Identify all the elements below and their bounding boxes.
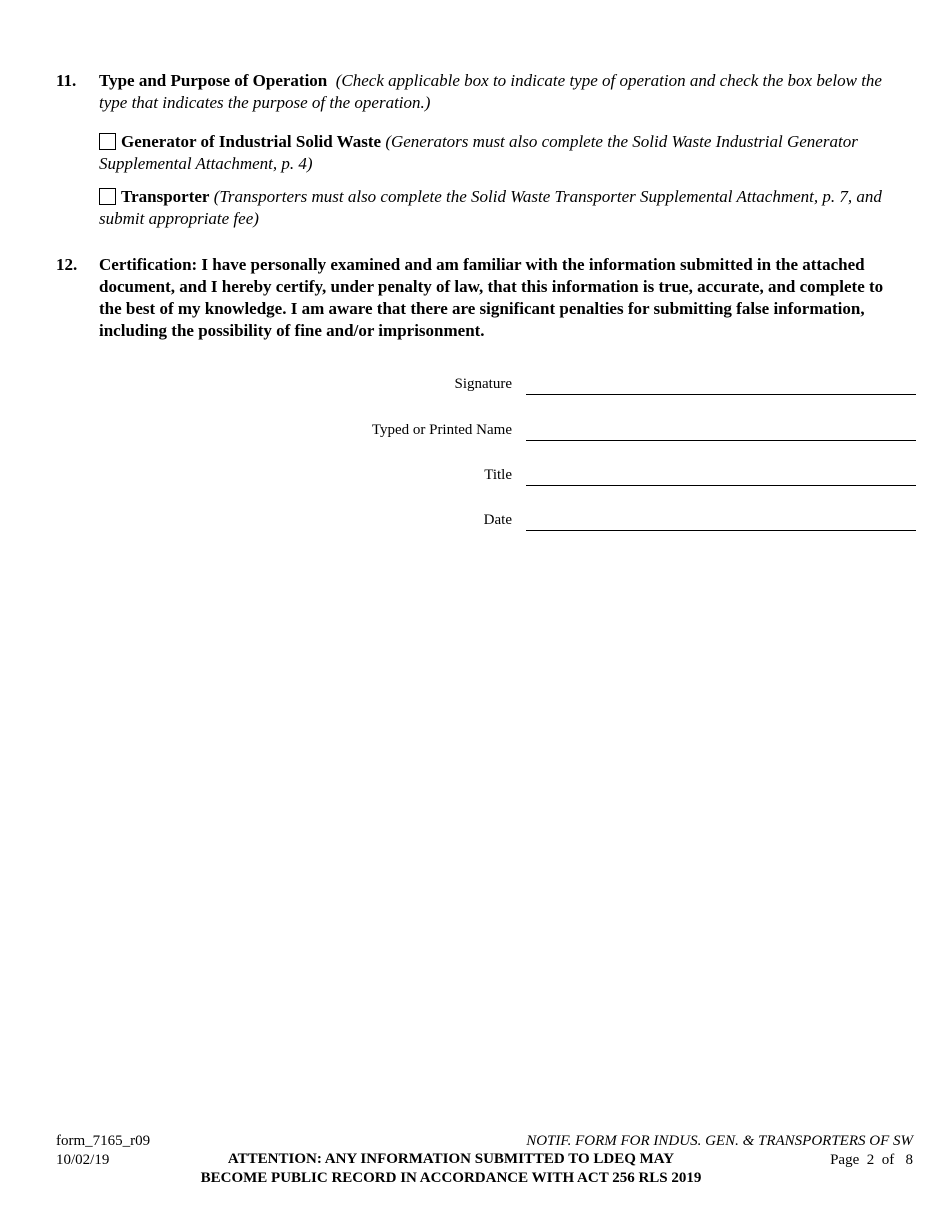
signature-row bbox=[300, 374, 916, 398]
option-generator bbox=[99, 131, 909, 175]
section-11 bbox=[56, 70, 916, 230]
section-number: 12. bbox=[56, 255, 78, 274]
page-number: Page 2 of 8 bbox=[830, 1152, 913, 1168]
option-transporter bbox=[99, 186, 909, 230]
option-note: (Generators must also complete the Solid Waste Industrial Generator Supplemental Attachment, p. 4) bbox=[99, 132, 858, 173]
form-date: 10/02/19 bbox=[56, 1152, 110, 1168]
date-label: Date bbox=[483, 512, 512, 528]
section-instruction: (Check applicable box to indicate type of operation and check the box below the type that indicates the purpose of the operation.) bbox=[99, 71, 882, 112]
form-id: form_7165_r09 bbox=[56, 1133, 151, 1149]
option-note: (Transporters must also complete the Solid Waste Transporter Supplemental Attachment, p. 7, and submit appropriate fee) bbox=[99, 187, 882, 228]
attention-line-2: BECOME PUBLIC RECORD IN ACCORDANCE WITH ACT 256 RLS 2019 bbox=[200, 1170, 702, 1186]
title-label: Title bbox=[484, 467, 512, 483]
printed-name-row bbox=[300, 420, 916, 444]
signature-label: Signature bbox=[454, 376, 512, 392]
option-label: Transporter bbox=[121, 187, 210, 206]
form-title: NOTIF. FORM FOR INDUS. GEN. & TRANSPORTERS OF SW bbox=[526, 1133, 913, 1149]
transporter-checkbox[interactable] bbox=[99, 188, 116, 205]
title-line[interactable] bbox=[526, 485, 916, 486]
date-row bbox=[300, 510, 916, 534]
section-11-heading bbox=[99, 70, 909, 114]
section-number: 11. bbox=[56, 71, 77, 90]
signature-line[interactable] bbox=[526, 394, 916, 395]
printed-name-line[interactable] bbox=[526, 440, 916, 441]
section-12 bbox=[56, 254, 916, 344]
printed-name-label: Typed or Printed Name bbox=[371, 422, 512, 438]
date-line[interactable] bbox=[526, 530, 916, 531]
option-label: Generator of Industrial Solid Waste bbox=[121, 132, 382, 151]
section-title: Type and Purpose of Operation bbox=[99, 71, 328, 90]
attention-line-1: ATTENTION: ANY INFORMATION SUBMITTED TO LDEQ MAY bbox=[227, 1151, 675, 1167]
certification-text: Certification: I have personally examined and am familiar with the information submitted in the attached document, and I hereby certify, under penalty of law, that this information is true, accurate, and complete to the best of my knowledge. I am aware that there are significant penalties for submitting false information, including the possibility of fine and/or imprisonment. bbox=[99, 255, 884, 340]
title-row bbox=[300, 465, 916, 489]
generator-checkbox[interactable] bbox=[99, 133, 116, 150]
